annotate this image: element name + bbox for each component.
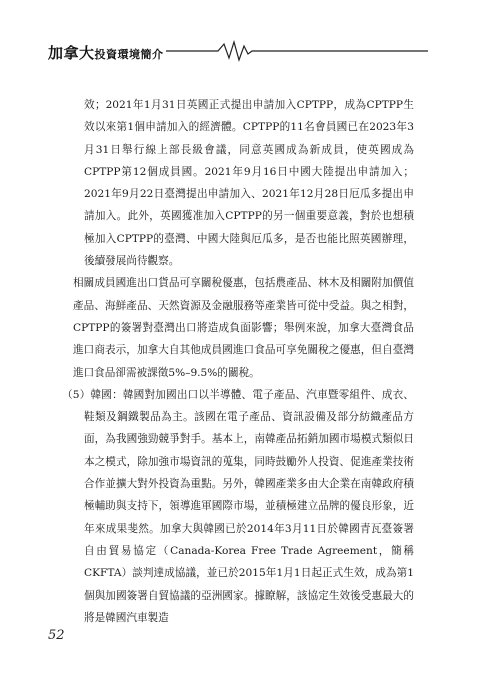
body-text xyxy=(62,94,414,629)
header-title-sub: 投資環境簡介 xyxy=(94,48,164,61)
header-title-main: 加拿大 xyxy=(48,44,95,62)
paragraph-continuation: 效；2021年1月31日英國正式提出申請加入CPTPP，成為CPTPP生效以來第1個申請加入的經濟體。CPTPP的11名會員國已在2023年3月31日舉行線上部長級會議，同意英國成為新成員，使英國成為CPTPP第12個成員國。2021年9月16日中國大陸提出申請加入；2021年9月22日臺灣提出申請加入、2021年12月28日厄瓜多提出申請加入。此外，英國獲准加入CPTPP的另一個重要意義，對於也想積極加入CPTPP的臺灣、中國大陸與厄瓜多，是否也能比照英國辦理，後續發展尚待觀察。 xyxy=(84,99,414,268)
page-number: 52 xyxy=(48,628,65,643)
paragraph-korea-text: （5）韓國：韓國對加國出口以半導體、電子產品、汽車暨零組件、成衣、鞋類及鋼鐵製品為主。該國在電子產品、資訊設備及部分紡織產品方面，為我國強勁競爭對手。基本上，南韓產品拓銷加國市場模式類似日本之模式，除加強市場資訊的蒐集，同時鼓勵外人投資、促進產業技術合作並擴大對外投資為重點。另外，韓國產業多由大企業在南韓政府積極輔助與支持下，領導進軍國際市場，並積極建立品牌的優良形象，近年來成果斐然。加拿大與韓國已於2014年3月11日於韓國青瓦臺簽署自由貿易協定（Canada-Korea Free Trade Agreement，簡稱CKFTA）談判達成協議，並已於2015年1月1日起正式生效，成為第1個與加國簽署自貿協議的亞洲國家。據瞭解，該協定生效後受惠最大的將是韓國汽車製造 xyxy=(62,388,414,624)
running-header xyxy=(48,38,428,64)
header-title xyxy=(48,42,164,63)
paragraph-tariff-benefits: 相關成員國進出口貨品可享關稅優惠，包括農產品、林木及相關附加價值產品、海鮮產品、天然資源及金融服務等產業皆可從中受益。與之相對，CPTPP的簽署對臺灣出口將造成負面影響；舉例來說，加拿大臺灣食品進口商表示，加拿大自其他成員國進口食品可享免關稅之優惠，但自臺灣進口食品卻需被課徵5%–9.5%的關稅。 xyxy=(73,277,414,379)
paragraph-korea xyxy=(62,384,414,629)
